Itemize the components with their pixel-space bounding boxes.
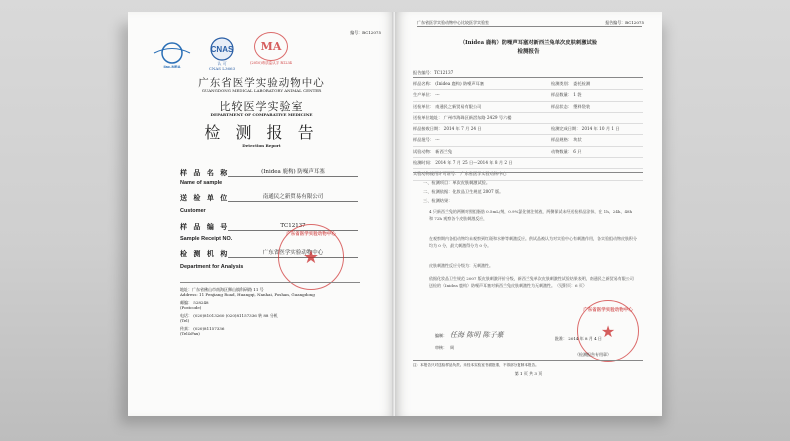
left-seal-text: 广东省医学实验动物中心 bbox=[286, 232, 336, 237]
fax-label: 传真： bbox=[180, 326, 192, 331]
sample-name-en: Name of sample bbox=[180, 180, 223, 186]
info-row bbox=[413, 102, 643, 113]
info-row-right bbox=[551, 102, 590, 112]
seal-note: （检测报告专用章） bbox=[575, 352, 611, 357]
result-paragraph-1: 4 只新西兰兔的两侧对照组脂肪 0.5mL/剂，0.9%氯化钠注射液，两侧保试未经送检样品涂抹，在 1h、24h、48h 和 72h 观察各个皮肤刺激反应， bbox=[429, 209, 633, 221]
contact-block bbox=[180, 287, 370, 336]
ilac-label: ilac-MRA bbox=[163, 63, 181, 69]
info-label: 样品名称： bbox=[413, 81, 434, 86]
info-row-right bbox=[551, 90, 581, 100]
tel-label: 电话： bbox=[180, 313, 192, 318]
cnas-sub-label: 认 可 bbox=[217, 61, 227, 66]
tel-value-2: (020)81157336 bbox=[225, 313, 257, 318]
official-seal-right: 广东省医学实验动物中心 ★ bbox=[577, 300, 639, 362]
result-paragraph-4: 依据化妆品卫生规范 2007 版皮肤刺激评价分级，新西兰兔单次皮肤刺激性试验结果表明，南通民之新贸易有限公司送检的（Inidea 鹿构）防噪声耳塞对新西兰兔皮肤刺激性为无刺激性。（见附页：6 页） bbox=[429, 276, 634, 288]
report-detail-page: 广东省医学实验动物中心比较医学实验室 报告编号：BC12075 （Inidea 鹿构）防噪声耳塞对新西兰兔单次皮肤刺激试验 检测报告 报告编号：TC12137 样品名称： (Inidea 鹿构) 防噪声耳塞 检测类别： 委托检测 生产单位： --- 样品数量： 1 袋 送检单位： 南通民之新贸易有限公司 样品状态： 塑料袋装 送检单位地址： 广州市海珠区新滘东路 2429 号六楼 样品接收日期： 2014 年 7 月 24 日 检测完成日期： 2014 年 10 月 1 日 样品批号： --- 样品规格： 块状 试验动物： 新西兰兔 动物数量： 6 只 检测时间： 2014 年 7 月 25 日～2014 年 8 月 2 日 实验动物使用许可证号： 广东省医学实验动物中心 一、检测项目：单次皮肤刺激试验。 二、检测依据：化妆品卫生规范 2007 版。 三、检测结果： 4 只新西兰兔的两侧对照组脂肪 0.5mL/剂，0.9%氯化钠注射液，两侧保试未经送检样品涂抹，在 1h、24h、48h 和 72h 观察各个皮肤刺激反应， 在观察期内各组动物均未观察到红斑和水肿等刺激反应。供试品被认为对实验中心有刺激作用，各实验组动物皮肤积分均为 0 分，最大刺激得分为 0 分。 皮肤刺激性反应分级为：无刺激性。 依据化妆品卫生规范 2007 版皮肤刺激评价分级，新西兰兔单次皮肤刺激性试验结果表明，南通民之新贸易有限公司送检的（Inidea 鹿构）防噪声耳塞对新西兰兔皮肤刺激性为无刺激性。（见附页：6 页） 广东省医学实验动物中心 ★ 编制： 任海 陈明 陈子豪 审核： 周 批准： 2014 年 8 月 4 日 （检测报告专用章） 注：本报告只对送检样品负责。未经本实验室书面批准，不得部分复制本报告。 第 1 页 共 3 页 bbox=[395, 12, 662, 416]
report-title-cn: 检 测 报 告 bbox=[204, 123, 319, 142]
postcode-label: 邮编： bbox=[180, 300, 192, 305]
info-row-left bbox=[413, 102, 481, 112]
approve-row bbox=[435, 345, 454, 350]
receipt-value: TC12137 bbox=[228, 222, 358, 231]
detail-title-line1: （Inidea 鹿构）防噪声耳塞对新西兰兔单次皮肤刺激试验 bbox=[459, 40, 598, 46]
info-value: (Inidea 鹿构) 防噪声耳塞 bbox=[435, 81, 484, 86]
section-2: 二、检测依据：化妆品卫生规范 2007 版。 bbox=[423, 189, 504, 194]
info-row-left bbox=[413, 79, 484, 89]
info-label: 样品批号： bbox=[413, 137, 434, 143]
info-value: 2014 年 7 月 24 日 bbox=[443, 126, 482, 132]
cnas-logo-text: CNAS bbox=[210, 45, 234, 54]
info-value: 广东省医学实验动物中心 bbox=[460, 171, 507, 177]
report-no-value: TC12137 bbox=[433, 70, 454, 75]
info-row-left bbox=[413, 113, 511, 123]
address-cn: 地址：广东省佛山市南海区狮山镇科研路 11 号 bbox=[180, 287, 264, 292]
institute-name-cn: 广东省医学实验动物中心 bbox=[198, 77, 325, 89]
result-paragraph-2: 在观察期内各组动物均未观察到红斑和水肿等刺激反应。供试品被认为对实验中心有刺激作用，各实验组动物皮肤积分均为 0 分，最大刺激得分为 0 分。 bbox=[429, 236, 637, 248]
tel-en: (Tel) bbox=[180, 318, 190, 323]
info-row-right bbox=[551, 135, 582, 145]
section-3: 三、检测结果： bbox=[423, 198, 453, 203]
info-row-left bbox=[413, 90, 440, 100]
report-no-label: 报告编号 bbox=[413, 70, 430, 75]
info-row bbox=[413, 90, 643, 101]
sign-label: 编制： bbox=[435, 333, 447, 338]
info-row bbox=[413, 135, 643, 146]
info-value: 2014 年 7 月 25 日～2014 年 8 月 2 日 bbox=[435, 160, 513, 166]
signature-row bbox=[435, 330, 503, 340]
tel-extension: 转 88 分机 bbox=[258, 313, 278, 318]
info-value: 南通民之新贸易有限公司 bbox=[435, 103, 482, 109]
info-label: 样品数量： bbox=[551, 92, 572, 98]
sample-name-value: (Inidea 鹿构) 防噪声耳塞 bbox=[228, 168, 358, 177]
info-label: 送检单位地址： bbox=[413, 114, 443, 120]
info-row-right bbox=[551, 147, 581, 157]
info-label: 检测时间： bbox=[413, 160, 434, 166]
official-seal-left: 广东省医学实验动物中心 ★ bbox=[278, 224, 344, 290]
footer-note: 注：本报告只对送检样品负责。未经本实验室书面批准，不得部分复制本报告。 bbox=[413, 363, 539, 367]
info-value: 委托检测 bbox=[573, 81, 591, 86]
report-title-en: Detection Report bbox=[242, 143, 281, 148]
cnas-number: CNAS L3663 bbox=[208, 66, 236, 71]
report-cover-page bbox=[128, 12, 395, 416]
info-divider-top bbox=[413, 77, 643, 78]
info-row bbox=[413, 124, 643, 135]
info-row bbox=[413, 147, 643, 158]
info-value: 新西兰兔 bbox=[435, 148, 453, 154]
info-row-left bbox=[413, 147, 452, 157]
info-row-right bbox=[551, 124, 620, 134]
info-label: 样品状态： bbox=[551, 103, 572, 109]
fax-en: (Tel&Fax) bbox=[180, 331, 200, 336]
customer-label: 送 检 单 位 bbox=[180, 193, 230, 202]
header-divider bbox=[417, 26, 642, 27]
header-report-number: 报告编号：BC12075 bbox=[605, 20, 644, 25]
info-label: 样品接收日期： bbox=[413, 126, 443, 132]
ma-logo bbox=[250, 32, 292, 66]
info-label: 检测完成日期： bbox=[551, 126, 581, 132]
receipt-label: 样 品 编 号 bbox=[180, 222, 230, 231]
customer-value: 南通民之新贸易有限公司 bbox=[228, 193, 358, 202]
date-label: 批准： bbox=[555, 336, 567, 341]
info-row bbox=[413, 113, 643, 124]
info-value: 6 只 bbox=[573, 148, 582, 154]
approver: 周 bbox=[450, 345, 454, 350]
detail-title-line2: 检测报告 bbox=[517, 49, 540, 55]
customer-en: Customer bbox=[180, 208, 206, 214]
info-label: 实验动物使用许可证号： bbox=[413, 171, 460, 177]
info-row bbox=[413, 79, 643, 90]
info-value: 块状 bbox=[573, 137, 582, 143]
info-label: 试验动物： bbox=[413, 148, 434, 154]
result-paragraph-3: 皮肤刺激性反应分级为：无刺激性。 bbox=[429, 263, 493, 268]
info-label: 生产单位： bbox=[413, 92, 434, 98]
divider bbox=[180, 282, 360, 283]
info-label: 样品规格： bbox=[551, 137, 572, 143]
info-value: --- bbox=[435, 137, 440, 143]
address-en: 11 Fenjiang Road, Huangqi, Nanhai, Foshan, Guangdong bbox=[199, 292, 315, 297]
info-row-left bbox=[413, 135, 440, 145]
postcode-en: (Postcode) bbox=[180, 305, 202, 310]
info-label: 动物数量： bbox=[551, 148, 572, 154]
info-value: 1 袋 bbox=[573, 92, 582, 98]
info-value: --- bbox=[435, 92, 440, 98]
ma-number: (2010)粤质监认字 R1234 bbox=[250, 61, 292, 65]
postcode-value: 528248 bbox=[193, 300, 209, 305]
receipt-en: Sample Receipt NO. bbox=[180, 236, 233, 242]
department-value: 广东省医学实验动物中心 bbox=[228, 249, 358, 258]
ma-label: MA bbox=[260, 40, 282, 53]
info-value: 广州市海珠区新滘东路 2429 号六楼 bbox=[443, 114, 512, 120]
cover-report-number: 编号：BC12075 bbox=[350, 30, 381, 35]
cnas-logo bbox=[202, 34, 242, 74]
info-label: 检测类别： bbox=[551, 81, 572, 86]
department-label: 检 测 机 构 bbox=[180, 249, 230, 258]
right-seal-text: 广东省医学实验动物中心 bbox=[583, 308, 633, 313]
signature: 任海 陈明 陈子豪 bbox=[450, 331, 504, 339]
info-value: 塑料袋装 bbox=[573, 103, 591, 109]
department-name-cn: 比较医学实验室 bbox=[219, 100, 304, 113]
info-divider-bottom bbox=[413, 172, 643, 173]
sample-name-label: 样 品 名 称 bbox=[180, 168, 230, 177]
info-label: 送检单位： bbox=[413, 103, 434, 109]
info-row-left bbox=[413, 158, 513, 168]
info-row-left bbox=[413, 124, 482, 134]
page-number: 第 1 页 共 3 页 bbox=[514, 371, 543, 376]
ilac-mra-logo bbox=[150, 38, 194, 72]
institute-name-en: GUANGDONG MEDICAL LABORATORY ANIMAL CENTER bbox=[201, 88, 322, 93]
info-row-right bbox=[551, 79, 590, 89]
department-name-en: DEPARTMENT OF COMPARATIVE MEDICINE bbox=[210, 112, 313, 117]
fax-value: (020)81157336 bbox=[193, 326, 225, 331]
tel-value: (020)81013260 bbox=[193, 313, 225, 318]
sign-date: 2014 年 8 月 4 日 bbox=[568, 336, 602, 341]
department-en: Department for Analysis bbox=[180, 264, 244, 270]
approve-label: 审核： bbox=[435, 345, 447, 350]
info-row bbox=[413, 158, 643, 169]
section-1: 一、检测项目：单次皮肤刺激试验。 bbox=[423, 180, 491, 185]
address-label: Address: bbox=[180, 292, 198, 297]
info-table bbox=[413, 79, 643, 181]
info-value: 2014 年 10 月 1 日 bbox=[581, 126, 620, 132]
info-row-left bbox=[413, 169, 507, 179]
header-note: 广东省医学实验动物中心比较医学实验室 bbox=[417, 20, 489, 25]
footer-divider bbox=[413, 360, 643, 361]
